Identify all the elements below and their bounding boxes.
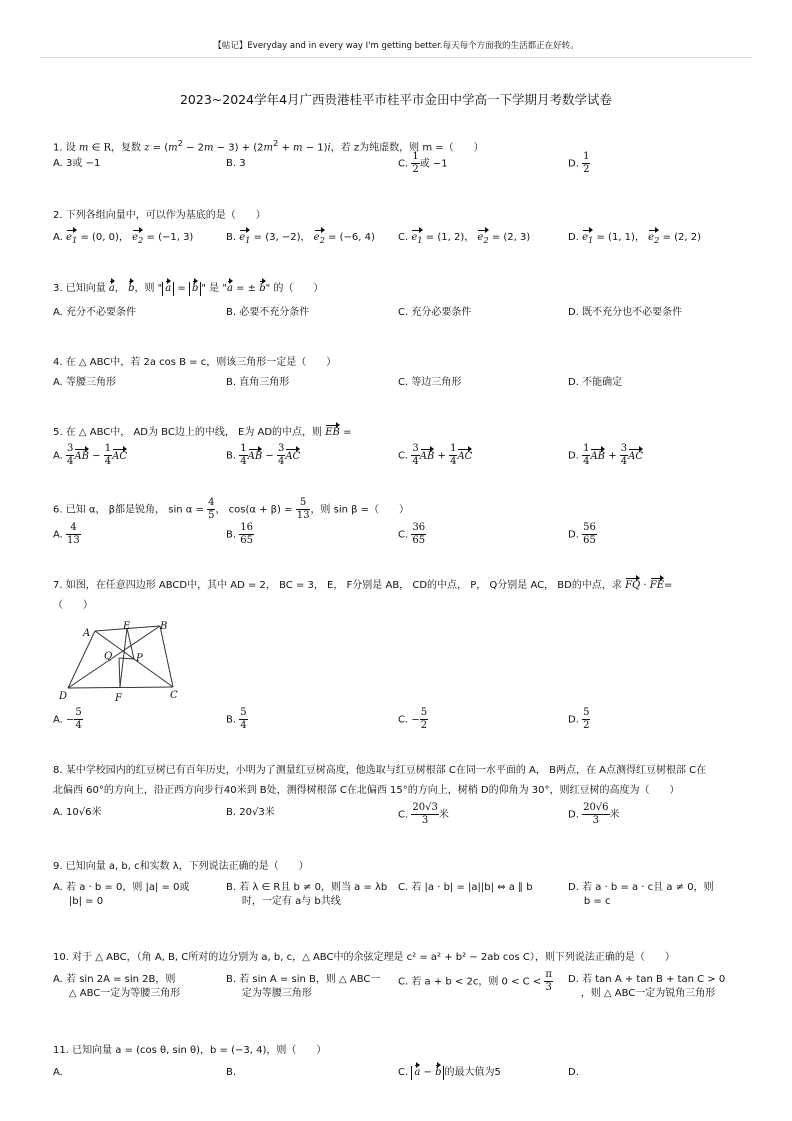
page-header: 【帖记】Everyday and in every way I'm getting better.每天每个方面我的生活都正在好转。 <box>213 41 579 51</box>
q11-option-a[interactable]: A. <box>53 1067 63 1078</box>
q11-option-c[interactable]: C. a − b 的最大值为5 <box>398 1067 501 1078</box>
q8-option-a[interactable]: A. 10√6米 <box>53 807 102 818</box>
page-title: 2023~2024学年4月广西贵港桂平市桂平市金田中学高一下学期月考数学试卷 <box>179 92 613 107</box>
header-divider <box>40 57 752 58</box>
q2-option-b[interactable]: B. $e_1 = (3$, −2)， $e_2 = (-6$, 4) <box>226 232 375 245</box>
q4-stem: 4. 在 △ ABC中，若 2a cos B = c，则该三角形一定是（ ） <box>53 357 337 368</box>
q5-option-c[interactable]: C. $\frac{3}{4}$ AB + $\frac{1}{4}$ AC <box>398 443 473 467</box>
q7-option-b[interactable]: B. $\frac{5}{4}$ <box>226 707 247 731</box>
q10-stem: 10. 对于 △ ABC，（角 A, B, C所对的边分别为 a, b, c，△ ABC中的余弦定理是 c² = a² + b² − 2ab cos C），则下列说法正确的是（ ） <box>53 952 675 963</box>
q9-option-b[interactable]: B. 若 λ ∈ R且 b ≠ 0，则当 a = λb 时，一定有 a与 b共线 <box>226 882 388 907</box>
q6-option-c[interactable]: C. $\frac{36}{65}$ <box>398 522 426 546</box>
q3-option-c[interactable]: C. 充分必要条件 <box>398 307 472 318</box>
q1-stem: 1. 设 m ∈ R，复数 $z = (m^2 - 2m - 3) + (2m^2 + m - 1)i$，若 z为纯虚数，则 m =（ ） <box>53 138 484 154</box>
q1-option-a[interactable]: A. 3或 −1 <box>53 158 101 169</box>
q3-option-d[interactable]: D. 既不充分也不必要条件 <box>568 307 683 318</box>
q11-option-d[interactable]: D. <box>568 1067 579 1078</box>
q6-stem: 6. 已知 α， β都是锐角， sin α = $\frac{4}{5}$ ， cos(α + β) = $\frac{5}{13}$ ，则 sin β =（ ） <box>53 497 410 521</box>
q8-option-b[interactable]: B. 20√3米 <box>226 807 275 818</box>
q7-label-q: Q <box>104 651 113 662</box>
q10-option-b[interactable]: B. 若 sin A = sin B，则 △ ABC一 定为等腰三角形 <box>226 974 381 999</box>
q10-option-c[interactable]: C. 若 a + b < 2c，则 0 < C < $\frac{\pi}{3}$ <box>398 969 552 993</box>
q2-stem: 2. 下列各组向量中，可以作为基底的是（ ） <box>53 210 266 221</box>
q3-stem: 3. 已知向量 a， b，则 " a = b " 是 "a = ± b" 的（ ） <box>53 283 324 294</box>
q10-option-d[interactable]: D. 若 tan A + tan B + tan C > 0 ，则 △ ABC一定为锐角三角形 <box>568 974 726 999</box>
q2-option-a[interactable]: A. $e_1 = (0$, 0)， $e_2 = (-1$, 3) <box>53 232 194 245</box>
q2-option-c[interactable]: C. $e_1 = (1$, 2)， $e_2 = (2$, 3) <box>398 232 531 245</box>
q8-stem-line1: 8. 某中学校园内的红豆树已有百年历史，小明为了测量红豆树高度，他选取与红豆树根部 C在同一水平面的 A， B两点，在 A点测得红豆树根部 C在 <box>53 765 707 776</box>
q7-label-a: A <box>83 628 91 639</box>
q7-label-p: P <box>136 653 143 664</box>
q7-option-c[interactable]: C. − $\frac{5}{2}$ <box>398 707 428 731</box>
q5-option-b[interactable]: B. $\frac{1}{4}$ AB − $\frac{3}{4}$ AC <box>226 443 301 467</box>
q8-stem-line2: 北偏西 60°的方向上，沿正西方向步行40米到 B处，测得树根部 C在北偏西 15°的方向上，树梢 D的仰角为 30°，则红豆树的高度为（ ） <box>53 785 680 796</box>
q4-option-c[interactable]: C. 等边三角形 <box>398 377 462 388</box>
q9-option-a[interactable]: A. 若 a · b = 0，则 |a| = 0或 |b| = 0 <box>53 882 190 907</box>
q2-option-d[interactable]: D. $e_1 = (1$, 1)， $e_2 = (2$, 2) <box>568 232 702 245</box>
q5-option-d[interactable]: D. $\frac{1}{4}$ AB + $\frac{3}{4}$ AC <box>568 443 644 467</box>
q7-label-d: D <box>59 691 68 702</box>
q5-stem: 5. 在 △ ABC中， AD为 BC边上的中线， E为 AD的中点，则 EB = <box>53 427 352 438</box>
q4-option-d[interactable]: D. 不能确定 <box>568 377 623 388</box>
q6-option-a[interactable]: A. $\frac{4}{13}$ <box>53 522 80 546</box>
q7-quadrilateral-figure <box>55 617 190 707</box>
q8-option-d[interactable]: D. $\frac{20√6}{3}$ 米 <box>568 802 620 826</box>
q9-stem: 9. 已知向量 a, b, c和实数 λ，下列说法正确的是（ ） <box>53 861 309 872</box>
q7-label-c: C <box>170 690 178 701</box>
q7-stem-end: （ ） <box>53 600 93 611</box>
q9-option-d[interactable]: D. 若 a · b = a · c且 a ≠ 0，则 b = c <box>568 882 714 907</box>
q9-option-c[interactable]: C. 若 |a · b| = |a||b| ⇔ a ∥ b <box>398 882 533 893</box>
q3-option-b[interactable]: B. 必要不充分条件 <box>226 307 310 318</box>
q6-option-d[interactable]: D. $\frac{56}{65}$ <box>568 522 596 546</box>
q7-label-b: B <box>160 621 168 632</box>
q1-option-d[interactable]: D. $\frac{1}{2}$ <box>568 151 590 175</box>
q7-label-f: F <box>115 693 122 704</box>
q4-option-b[interactable]: B. 直角三角形 <box>226 377 290 388</box>
q11-stem: 11. 已知向量 a = (cos θ, sin θ)，b = (−3, 4)，则（ ） <box>53 1045 327 1056</box>
q1-option-c[interactable]: C. $\frac{1}{2}$ 或 −1 <box>398 151 448 175</box>
q6-option-b[interactable]: B. $\frac{16}{65}$ <box>226 522 253 546</box>
q4-option-a[interactable]: A. 等腰三角形 <box>53 377 117 388</box>
q10-option-a[interactable]: A. 若 sin 2A = sin 2B，则 △ ABC一定为等腰三角形 <box>53 974 181 999</box>
q3-option-a[interactable]: A. 充分不必要条件 <box>53 307 137 318</box>
q7-option-a[interactable]: A. − $\frac{5}{4}$ <box>53 707 82 731</box>
q11-option-b[interactable]: B. <box>226 1067 237 1078</box>
q8-option-c[interactable]: C. $\frac{20√3}{3}$ 米 <box>398 802 449 826</box>
q7-stem: 7. 如图，在任意四边形 ABCD中，其中 AD = 2， BC = 3， E， F分别是 AB， CD的中点， P， Q分别是 AC， BD的中点，求 FQ · FE= <box>53 580 673 591</box>
q5-option-a[interactable]: A. $\frac{3}{4}$ AB − $\frac{1}{4}$ AC <box>53 443 127 467</box>
q1-option-b[interactable]: B. 3 <box>226 158 246 169</box>
q7-label-e: E <box>123 621 131 632</box>
q7-option-d[interactable]: D. $\frac{5}{2}$ <box>568 707 590 731</box>
